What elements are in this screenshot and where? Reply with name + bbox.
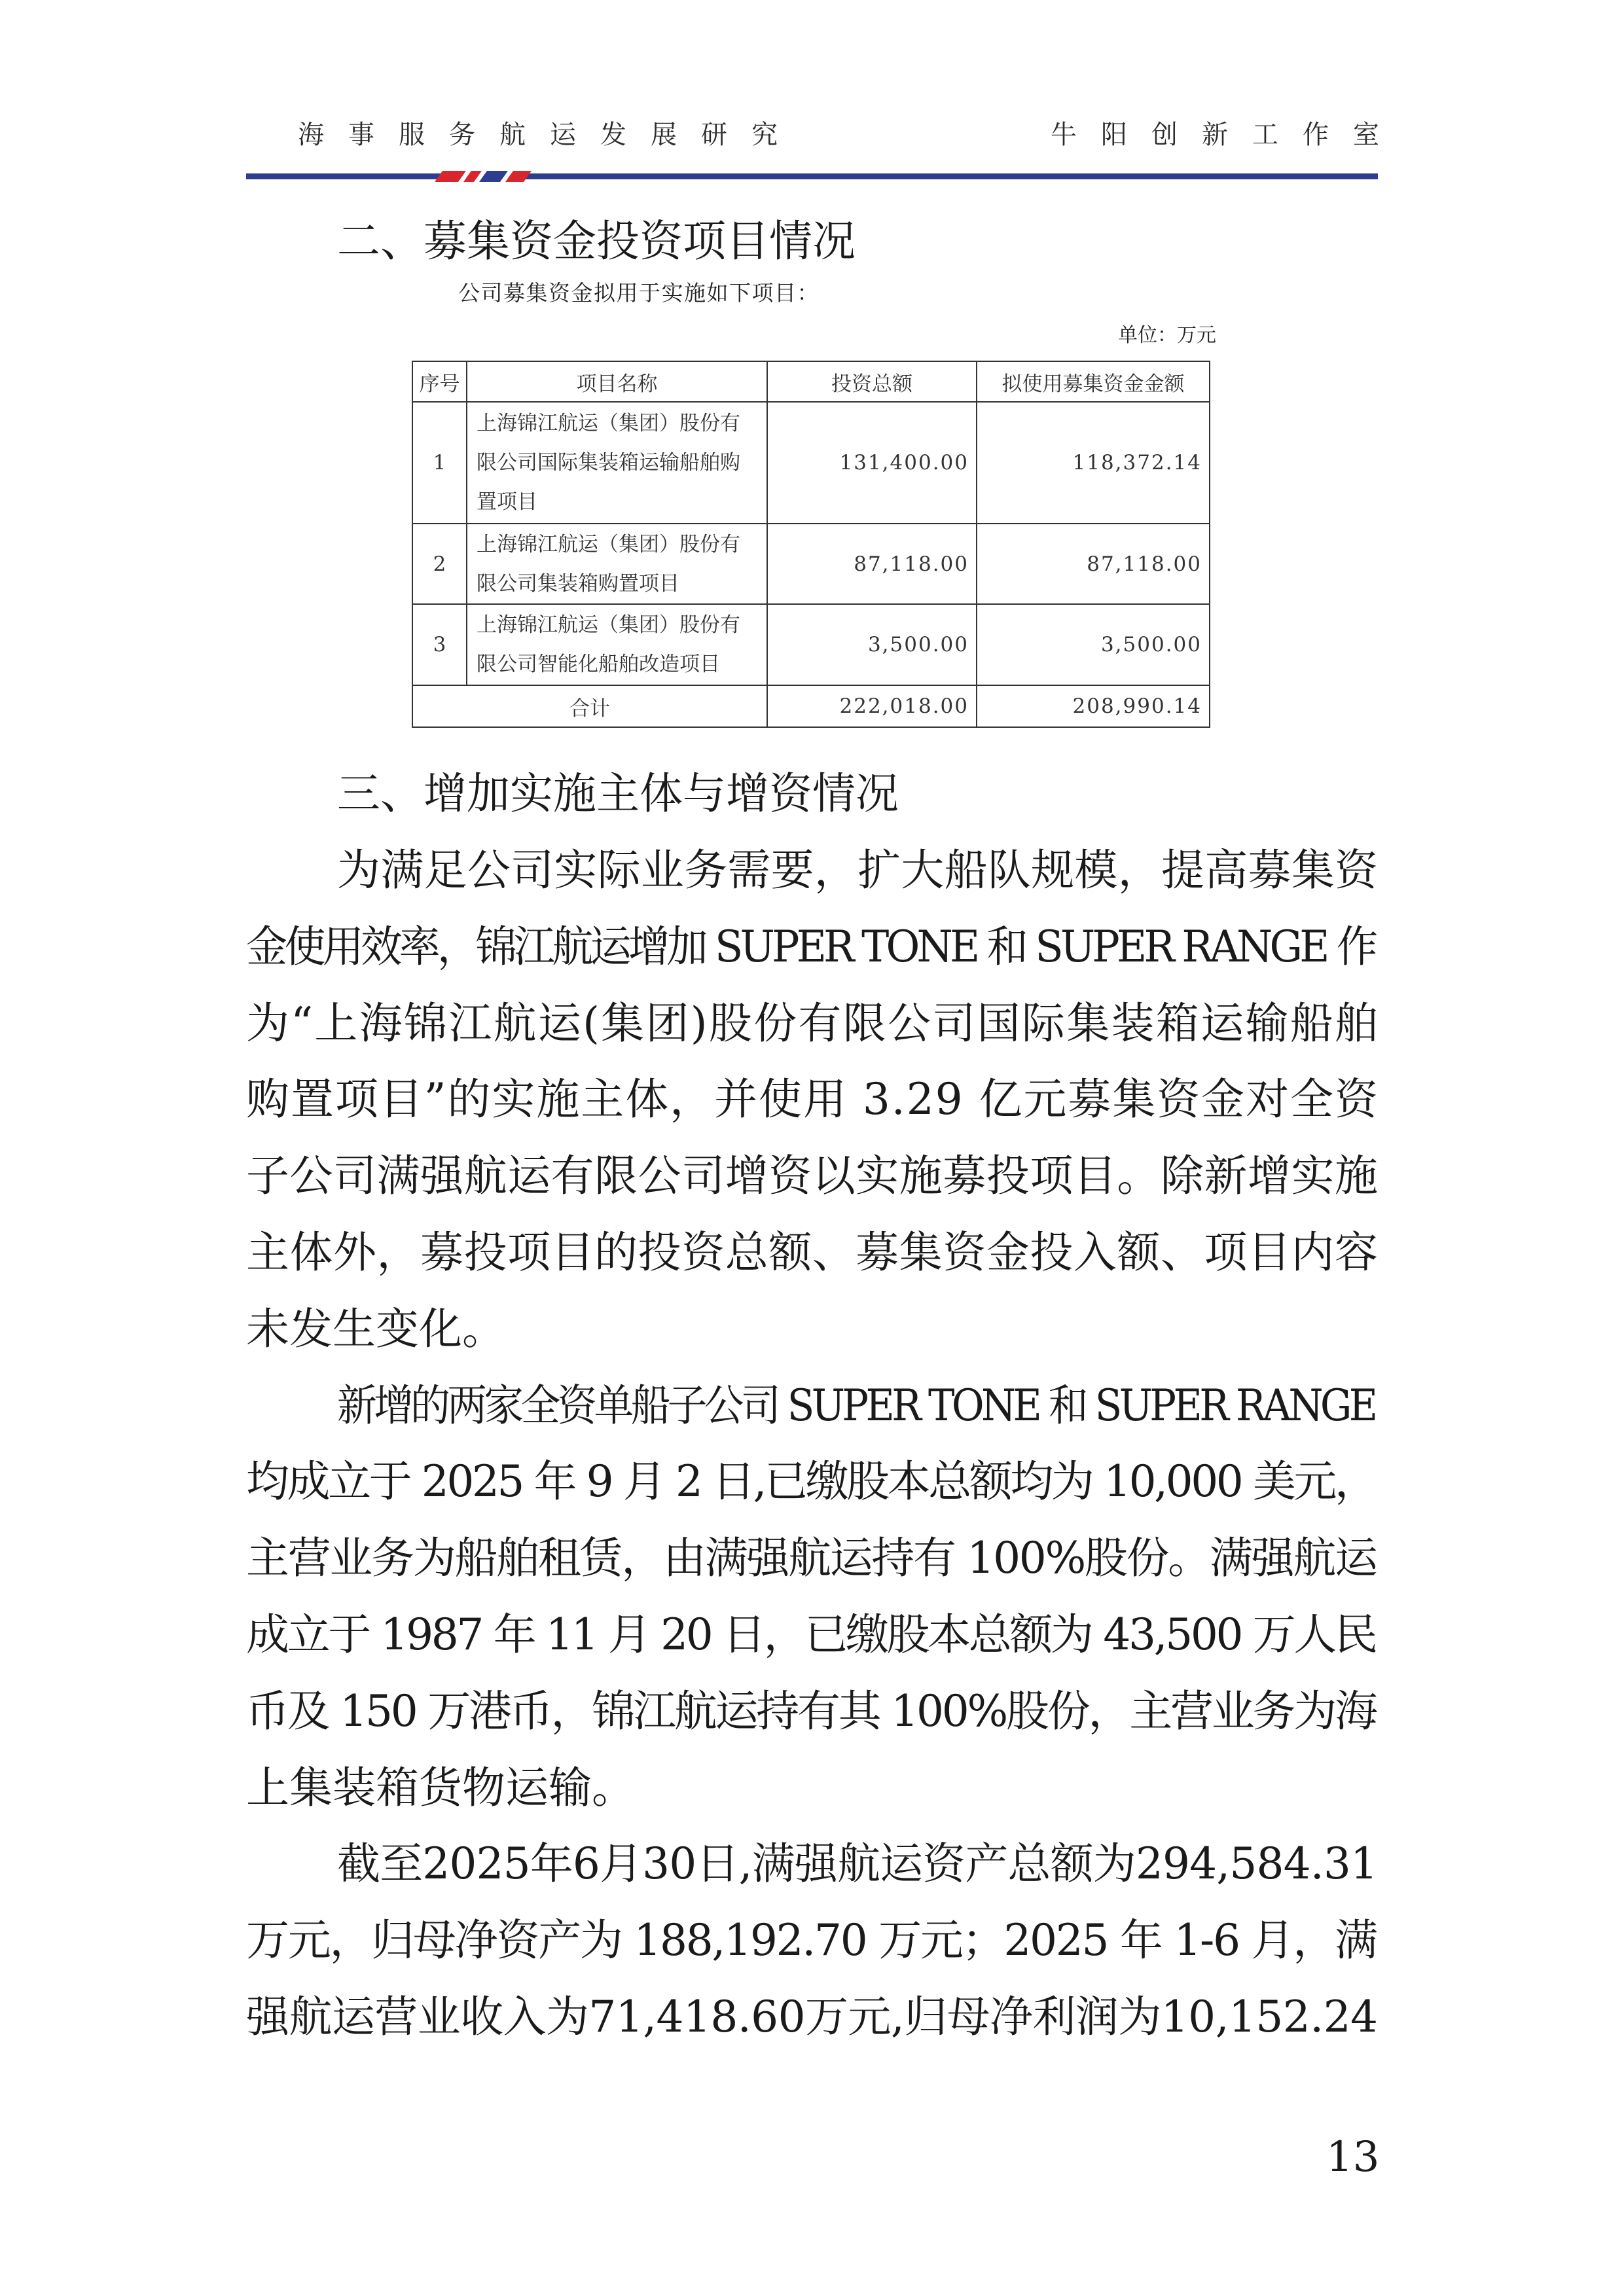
project-name-line: 置项目 <box>477 490 537 514</box>
paragraph-line-text: 币及 150 万港币，锦江航运持有其 100%股份，主营业务为海 <box>246 1686 1376 1736</box>
header-left-title: 海事服务航运发展研究 <box>298 120 802 150</box>
paragraph-line <box>246 1074 1379 1124</box>
column-header-raised-funds: 拟使用募集资金金额 <box>977 361 1210 402</box>
paragraph-line <box>337 1839 1378 1889</box>
paragraph-line <box>246 922 1378 972</box>
paragraph-line-text: 为“上海锦江航运(集团)股份有限公司国际集装箱运输船舶 <box>246 998 1380 1049</box>
paragraph-line-text: 未发生变化。 <box>246 1304 505 1354</box>
paragraph-line-text: 均成立于 2025 年 9 月 2 日,已缴股本总额均为 10,000 美元， <box>246 1456 1376 1507</box>
header-rule-stripes <box>435 171 532 182</box>
column-header-project-name: 项目名称 <box>467 361 767 402</box>
paragraph-line <box>246 1151 1379 1201</box>
paragraph-line-text: 上集装箱货物运输。 <box>246 1763 635 1813</box>
paragraph-line-text: 强航运营业收入为71,418.60万元,归母净利润为10,152.24 <box>246 1992 1378 2042</box>
header-right-title: 牛阳创新工作室 <box>1051 120 1403 150</box>
total-investment-cell: 131,400.00 <box>767 402 977 524</box>
paragraph-line <box>337 1380 1378 1431</box>
paragraph-line-text: 金使用效率，锦江航运增加 SUPER TONE 和 SUPER RANGE 作 <box>246 922 1375 972</box>
table-total-row <box>412 685 1210 727</box>
paragraph-line <box>246 1915 1378 1965</box>
raised-funds-cell: 3,500.00 <box>977 604 1210 685</box>
paragraph-line <box>246 1456 1378 1507</box>
paragraph-line-text: 购置项目”的实施主体，并使用 3.29 亿元募集资金对全资 <box>246 1074 1379 1124</box>
header-rule-bar <box>246 173 1378 179</box>
project-name-line: 上海锦江航运（集团）股份有 <box>477 412 740 435</box>
raised-funds-sum: 208,990.14 <box>977 685 1210 727</box>
unit-label: 单位：万元 <box>1118 324 1216 347</box>
section-heading-investment-projects: 二、募集资金投资项目情况 <box>337 216 856 266</box>
table-header-row <box>412 361 1210 402</box>
table-row <box>412 524 1210 604</box>
section-heading-new-entities: 三、增加实施主体与增资情况 <box>337 768 899 819</box>
total-investment-cell: 87,118.00 <box>767 524 977 604</box>
table-row <box>412 402 1210 524</box>
paragraph-line-text: 万元，归母净资产为 188,192.70 万元；2025 年 1-6 月，满 <box>246 1915 1377 1965</box>
row-number: 3 <box>412 604 467 685</box>
raised-funds-cell: 87,118.00 <box>977 524 1210 604</box>
row-number: 2 <box>412 524 467 604</box>
paragraph-line <box>337 845 1379 895</box>
column-header-total-investment: 投资总额 <box>767 361 977 402</box>
paragraph-line <box>246 1763 1378 1813</box>
paragraph-line <box>246 1609 1378 1660</box>
project-name-line: 限公司智能化船舶改造项目 <box>477 653 720 676</box>
paragraph-line-text: 为满足公司实际业务需要，扩大船队规模，提高募集资 <box>337 845 1379 895</box>
table-row <box>412 604 1210 685</box>
paragraph-line-text: 子公司满强航运有限公司增资以实施募投项目。除新增实施 <box>246 1151 1379 1201</box>
project-name-line: 限公司国际集装箱运输船舶购 <box>477 451 740 475</box>
page-number: 13 <box>1326 2133 1380 2181</box>
row-number: 1 <box>412 402 467 524</box>
project-name-line: 上海锦江航运（集团）股份有 <box>477 532 740 556</box>
project-name-line: 上海锦江航运（集团）股份有 <box>477 613 740 637</box>
paragraph-line-text: 新增的两家全资单船子公司 SUPER TONE 和 SUPER RANGE <box>337 1380 1375 1431</box>
project-name <box>467 604 767 685</box>
paragraph-line <box>246 998 1380 1049</box>
project-name-line: 限公司集装箱购置项目 <box>477 571 679 596</box>
column-header-no: 序号 <box>412 361 467 402</box>
paragraph-line <box>246 1686 1378 1736</box>
project-name <box>467 524 767 604</box>
paragraph-line <box>246 1304 1378 1354</box>
paragraph-line-text: 成立于 1987 年 11 月 20 日，已缴股本总额为 43,500 万人民 <box>246 1609 1376 1660</box>
paragraph-line <box>246 1533 1378 1583</box>
investment-projects-table <box>412 361 1210 728</box>
paragraph-line <box>246 1992 1378 2042</box>
raised-funds-cell: 118,372.14 <box>977 402 1210 524</box>
total-investment-sum: 222,018.00 <box>767 685 977 727</box>
paragraph-line <box>246 1227 1379 1278</box>
table-intro-text: 公司募集资金拟用于实施如下项目： <box>458 280 820 306</box>
paragraph-line-text: 主营业务为船舶租赁，由满强航运持有 100%股份。满强航运 <box>246 1533 1377 1583</box>
paragraph-line-text: 截至2025年6月30日,满强航运资产总额为294,584.31 <box>337 1839 1378 1889</box>
paragraph-line-text: 主体外，募投项目的投资总额、募集资金投入额、项目内容 <box>246 1227 1379 1278</box>
total-label: 合计 <box>412 685 767 727</box>
header-rule <box>246 168 1378 185</box>
total-investment-cell: 3,500.00 <box>767 604 977 685</box>
project-name <box>467 402 767 524</box>
